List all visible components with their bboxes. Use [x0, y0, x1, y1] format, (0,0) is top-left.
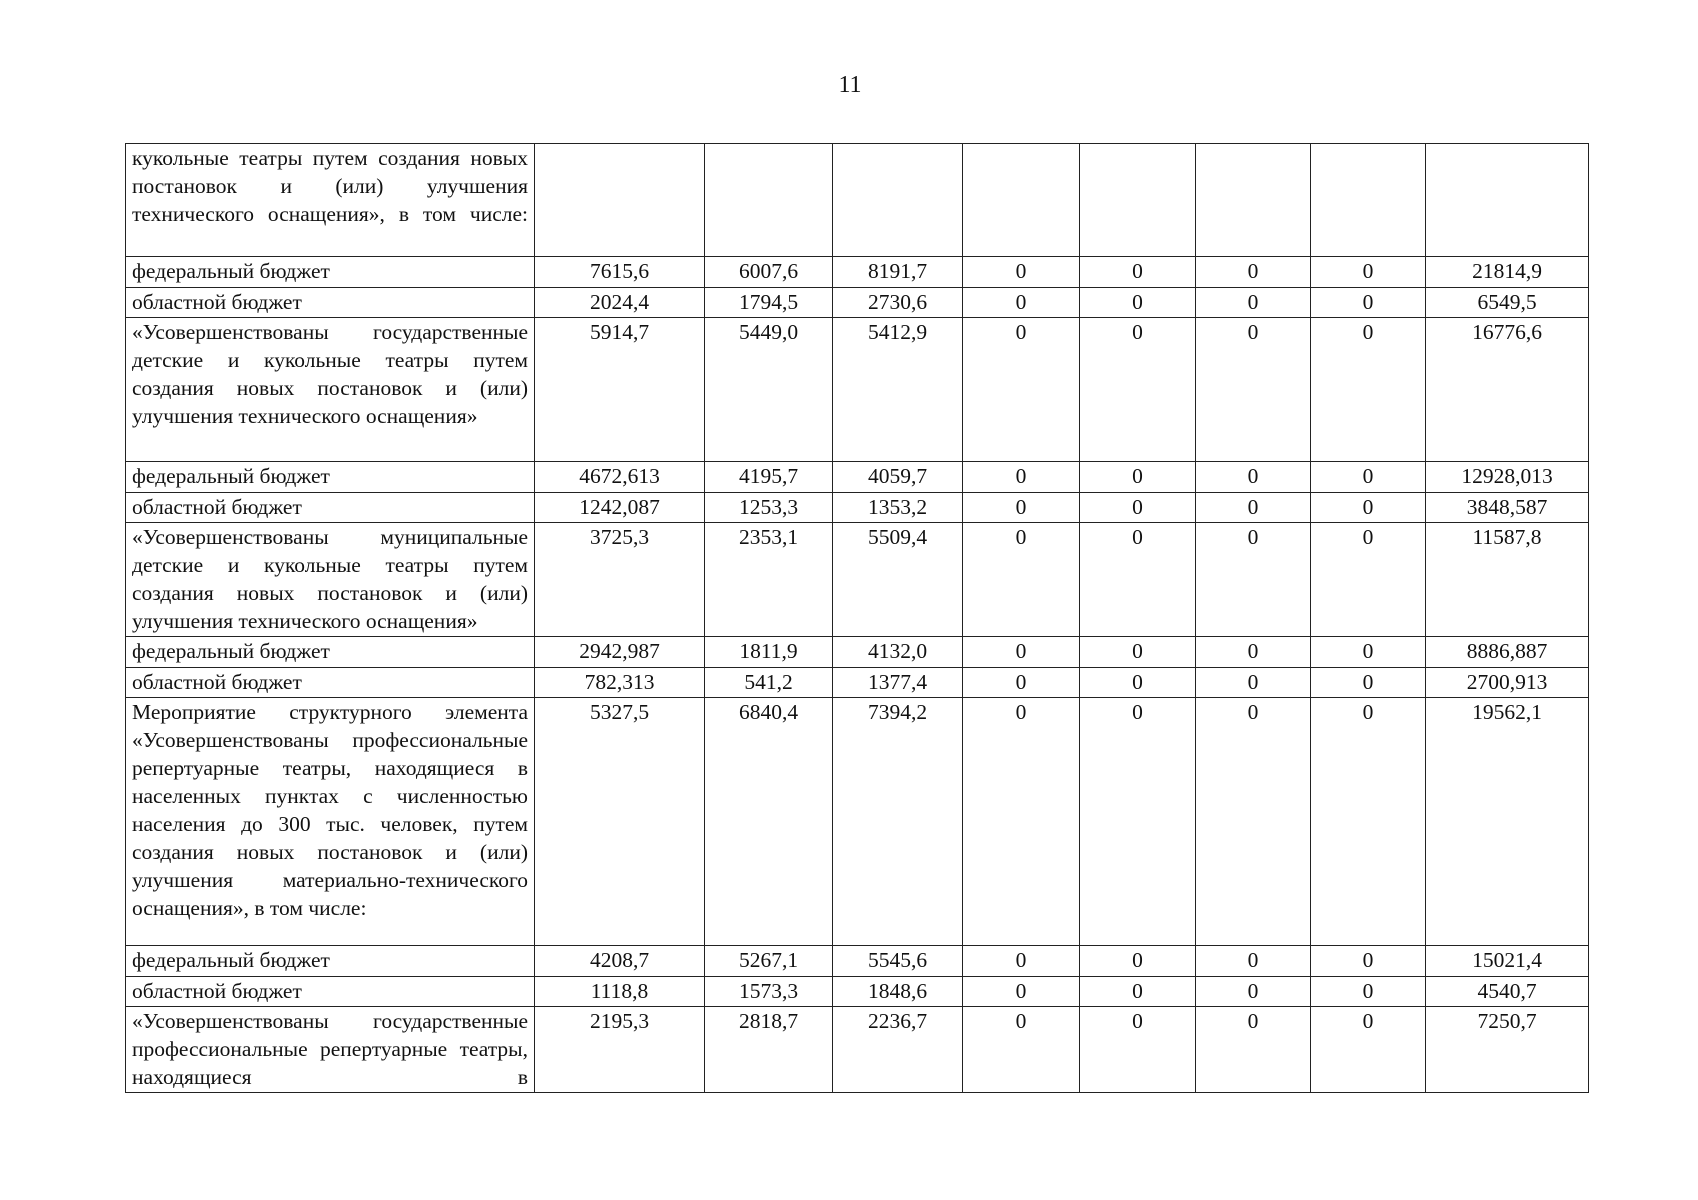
value-cell: 0	[1196, 946, 1311, 977]
value-cell	[1080, 144, 1196, 257]
value-cell: 0	[1196, 257, 1311, 288]
value-cell: 0	[1196, 977, 1311, 1007]
row-label: областной бюджет	[126, 493, 535, 523]
value-cell: 0	[1080, 637, 1196, 668]
value-cell: 5449,0	[705, 318, 833, 462]
value-cell: 0	[1080, 288, 1196, 318]
value-cell: 2942,987	[535, 637, 705, 668]
value-cell	[963, 144, 1080, 257]
value-cell: 8191,7	[833, 257, 963, 288]
value-cell: 5412,9	[833, 318, 963, 462]
table-row	[126, 257, 1589, 288]
table-row	[126, 946, 1589, 977]
value-cell: 5509,4	[833, 523, 963, 637]
value-cell: 2730,6	[833, 288, 963, 318]
value-cell: 0	[1311, 977, 1426, 1007]
value-cell: 0	[1311, 288, 1426, 318]
value-cell: 0	[1196, 668, 1311, 698]
table-row	[126, 1007, 1589, 1093]
value-cell: 3848,587	[1426, 493, 1589, 523]
value-cell: 1353,2	[833, 493, 963, 523]
value-cell: 4195,7	[705, 462, 833, 493]
value-cell: 5914,7	[535, 318, 705, 462]
row-label: областной бюджет	[126, 977, 535, 1007]
value-cell: 0	[963, 523, 1080, 637]
row-label: федеральный бюджет	[126, 946, 535, 977]
value-cell: 16776,6	[1426, 318, 1589, 462]
value-cell: 1377,4	[833, 668, 963, 698]
row-label: Мероприятие структурного элемента «Усовершенствованы профессиональные репертуарные театры, находящиеся в населенных пунктах с численностью населения до 300 тыс. человек, путем создания новых постановок и (или) улучшения материально-технического оснащения», в том числе:	[126, 698, 535, 946]
value-cell: 0	[1196, 462, 1311, 493]
value-cell: 2818,7	[705, 1007, 833, 1093]
value-cell: 0	[1311, 318, 1426, 462]
value-cell: 0	[1196, 493, 1311, 523]
value-cell: 7615,6	[535, 257, 705, 288]
value-cell	[1311, 144, 1426, 257]
value-cell	[833, 144, 963, 257]
value-cell	[1426, 144, 1589, 257]
value-cell: 0	[963, 668, 1080, 698]
value-cell: 11587,8	[1426, 523, 1589, 637]
value-cell: 0	[1080, 318, 1196, 462]
value-cell: 6549,5	[1426, 288, 1589, 318]
value-cell: 5267,1	[705, 946, 833, 977]
value-cell: 6840,4	[705, 698, 833, 946]
value-cell: 0	[1311, 257, 1426, 288]
value-cell: 0	[1311, 462, 1426, 493]
value-cell: 0	[1080, 493, 1196, 523]
table-row	[126, 144, 1589, 257]
value-cell: 1118,8	[535, 977, 705, 1007]
value-cell: 2353,1	[705, 523, 833, 637]
table-row	[126, 523, 1589, 637]
row-label: областной бюджет	[126, 668, 535, 698]
value-cell: 0	[963, 493, 1080, 523]
value-cell: 3725,3	[535, 523, 705, 637]
row-label: областной бюджет	[126, 288, 535, 318]
value-cell: 1242,087	[535, 493, 705, 523]
value-cell: 0	[1196, 637, 1311, 668]
value-cell: 2024,4	[535, 288, 705, 318]
row-label: федеральный бюджет	[126, 637, 535, 668]
value-cell: 4059,7	[833, 462, 963, 493]
value-cell: 0	[1311, 668, 1426, 698]
value-cell: 0	[1080, 668, 1196, 698]
value-cell: 0	[963, 318, 1080, 462]
value-cell: 0	[963, 698, 1080, 946]
value-cell: 21814,9	[1426, 257, 1589, 288]
value-cell: 0	[1311, 637, 1426, 668]
value-cell: 0	[963, 257, 1080, 288]
value-cell: 19562,1	[1426, 698, 1589, 946]
value-cell: 2195,3	[535, 1007, 705, 1093]
value-cell: 8886,887	[1426, 637, 1589, 668]
value-cell: 0	[1311, 493, 1426, 523]
value-cell: 6007,6	[705, 257, 833, 288]
value-cell: 12928,013	[1426, 462, 1589, 493]
value-cell: 4132,0	[833, 637, 963, 668]
value-cell: 0	[1080, 1007, 1196, 1093]
value-cell: 0	[1196, 698, 1311, 946]
value-cell: 0	[1196, 523, 1311, 637]
value-cell	[705, 144, 833, 257]
value-cell: 0	[1080, 257, 1196, 288]
value-cell: 0	[963, 288, 1080, 318]
table-row	[126, 288, 1589, 318]
value-cell: 541,2	[705, 668, 833, 698]
table-row	[126, 668, 1589, 698]
value-cell: 5327,5	[535, 698, 705, 946]
budget-table	[125, 143, 1589, 1093]
value-cell: 1811,9	[705, 637, 833, 668]
value-cell: 0	[963, 977, 1080, 1007]
value-cell: 1848,6	[833, 977, 963, 1007]
row-label: федеральный бюджет	[126, 257, 535, 288]
value-cell: 0	[1080, 946, 1196, 977]
value-cell: 2700,913	[1426, 668, 1589, 698]
value-cell: 4540,7	[1426, 977, 1589, 1007]
value-cell: 0	[1311, 1007, 1426, 1093]
value-cell: 0	[963, 637, 1080, 668]
row-label: кукольные театры путем создания новых постановок и (или) улучшения технического оснащения», в том числе:	[126, 144, 535, 257]
value-cell: 0	[1196, 1007, 1311, 1093]
value-cell: 0	[963, 462, 1080, 493]
row-label: «Усовершенствованы муниципальные детские и кукольные театры путем создания новых постановок и (или) улучшения технического оснащения»	[126, 523, 535, 637]
value-cell: 0	[1311, 698, 1426, 946]
table-row	[126, 698, 1589, 946]
value-cell: 7250,7	[1426, 1007, 1589, 1093]
value-cell: 1573,3	[705, 977, 833, 1007]
value-cell: 0	[1080, 977, 1196, 1007]
table-row	[126, 637, 1589, 668]
row-label: «Усовершенствованы государственные профессиональные репертуарные театры, находящиеся в	[126, 1007, 535, 1093]
value-cell: 1253,3	[705, 493, 833, 523]
value-cell: 2236,7	[833, 1007, 963, 1093]
value-cell: 4672,613	[535, 462, 705, 493]
value-cell: 0	[1196, 288, 1311, 318]
value-cell	[1196, 144, 1311, 257]
value-cell: 0	[1196, 318, 1311, 462]
value-cell	[535, 144, 705, 257]
value-cell: 7394,2	[833, 698, 963, 946]
value-cell: 0	[1311, 946, 1426, 977]
value-cell: 782,313	[535, 668, 705, 698]
value-cell: 0	[1311, 523, 1426, 637]
table-row	[126, 977, 1589, 1007]
table-row	[126, 493, 1589, 523]
value-cell: 0	[963, 1007, 1080, 1093]
row-label: федеральный бюджет	[126, 462, 535, 493]
value-cell: 15021,4	[1426, 946, 1589, 977]
table-row	[126, 462, 1589, 493]
value-cell: 4208,7	[535, 946, 705, 977]
row-label: «Усовершенствованы государственные детские и кукольные театры путем создания новых постановок и (или) улучшения технического оснащения»	[126, 318, 535, 462]
value-cell: 0	[1080, 462, 1196, 493]
value-cell: 1794,5	[705, 288, 833, 318]
page-number: 11	[838, 72, 862, 98]
value-cell: 5545,6	[833, 946, 963, 977]
value-cell: 0	[1080, 523, 1196, 637]
value-cell: 0	[963, 946, 1080, 977]
value-cell: 0	[1080, 698, 1196, 946]
table-row	[126, 318, 1589, 462]
